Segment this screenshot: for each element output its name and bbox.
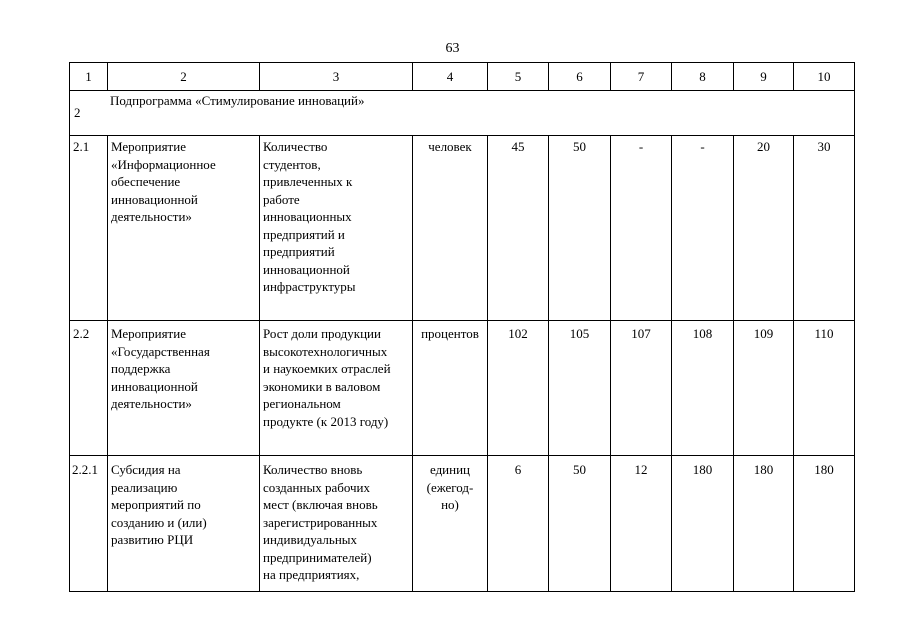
header-cell: 4 [413,63,488,91]
table-row [70,456,855,592]
value-cell: 180 [794,456,855,592]
indicators-table [69,62,855,592]
indicator-cell: Количество студентов, привлеченных к работе инновационных предприятий и предприятий инновационной инфраструктуры [260,136,413,321]
header-cell: 10 [794,63,855,91]
value-cell: 20 [734,136,794,321]
subprogram-row [70,91,855,136]
value-cell: 50 [549,456,611,592]
value-cell: 12 [611,456,672,592]
header-cell: 2 [108,63,260,91]
header-cell: 8 [672,63,734,91]
header-cell: 5 [488,63,549,91]
event-cell: Мероприятие «Государственная поддержка инновационной деятельности» [108,321,260,456]
indicator-cell: Рост доли продукции высокотехнологичных и наукоемких отраслей экономики в валовом региональном продукте (к 2013 году) [260,321,413,456]
header-cell: 1 [70,63,108,91]
row-number: 2.1 [70,136,108,321]
unit-cell: единиц (ежегод- но) [413,456,488,592]
value-cell: 107 [611,321,672,456]
value-cell: 109 [734,321,794,456]
value-cell: - [672,136,734,321]
row-number: 2.2 [70,321,108,456]
value-cell: 50 [549,136,611,321]
indicator-cell: Количество вновь созданных рабочих мест (включая вновь зарегистрированных индивидуальных предпринимателей) на предприятиях, [260,456,413,592]
value-cell: 108 [672,321,734,456]
subprogram-title: Подпрограмма «Стимулирование инноваций» [110,92,365,108]
header-cell: 9 [734,63,794,91]
table-row [70,136,855,321]
subprogram-number: 2 [74,105,81,120]
header-cell: 7 [611,63,672,91]
value-cell: 105 [549,321,611,456]
value-cell: 180 [734,456,794,592]
unit-cell: процентов [413,321,488,456]
header-cell: 3 [260,63,413,91]
table-row [70,321,855,456]
event-cell: Мероприятие «Информационное обеспечение инновационной деятельности» [108,136,260,321]
value-cell: 45 [488,136,549,321]
header-cell: 6 [549,63,611,91]
value-cell: 30 [794,136,855,321]
header-row [70,63,855,91]
value-cell: 6 [488,456,549,592]
value-cell: 110 [794,321,855,456]
subprogram-cell [70,91,855,136]
event-cell: Субсидия на реализацию мероприятий по созданию и (или) развитию РЦИ [108,456,260,592]
value-cell: 180 [672,456,734,592]
value-cell: - [611,136,672,321]
row-number: 2.2.1 [70,456,108,592]
unit-cell: человек [413,136,488,321]
page-number: 63 [445,41,460,56]
value-cell: 102 [488,321,549,456]
